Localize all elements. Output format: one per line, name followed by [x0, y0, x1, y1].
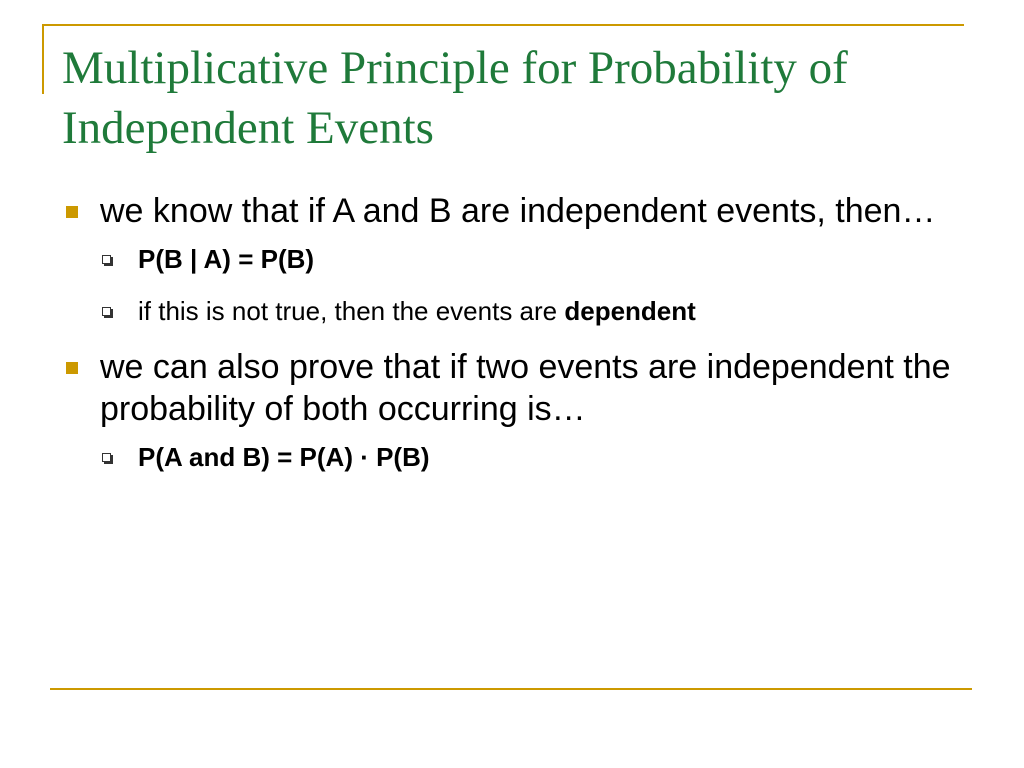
bullet-item-2 [62, 346, 962, 430]
sub-bullet-2-1 [62, 440, 962, 474]
sub-bullet-emphasis-1-2: dependent [564, 296, 696, 326]
hollow-square-bullet-icon [102, 307, 111, 316]
square-bullet-icon [66, 206, 78, 218]
bullet-item-1 [62, 190, 962, 232]
hollow-square-bullet-icon [102, 255, 111, 264]
frame-bottom-line [50, 688, 972, 690]
frame-top-line [42, 24, 964, 26]
sub-bullet-1-2 [62, 294, 962, 328]
sub-bullet-text-1-1: P(B | A) = P(B) [138, 244, 315, 274]
hollow-square-bullet-icon [102, 453, 111, 462]
bullet-text-2: we can also prove that if two events are independent the probability of both occurring is… [100, 348, 951, 428]
slide-content [62, 190, 962, 492]
sub-bullet-1-1 [62, 242, 962, 276]
frame-left-line [42, 24, 44, 94]
bullet-text-1: we know that if A and B are independent events, then… [100, 192, 936, 230]
sub-bullet-text-1-2: if this is not true, then the events are [138, 296, 565, 326]
sub-bullet-text-2-1: P(A and B) = P(A) · P(B) [138, 442, 430, 472]
slide-title: Multiplicative Principle for Probability of Independent Events [62, 42, 848, 154]
square-bullet-icon [66, 362, 78, 374]
